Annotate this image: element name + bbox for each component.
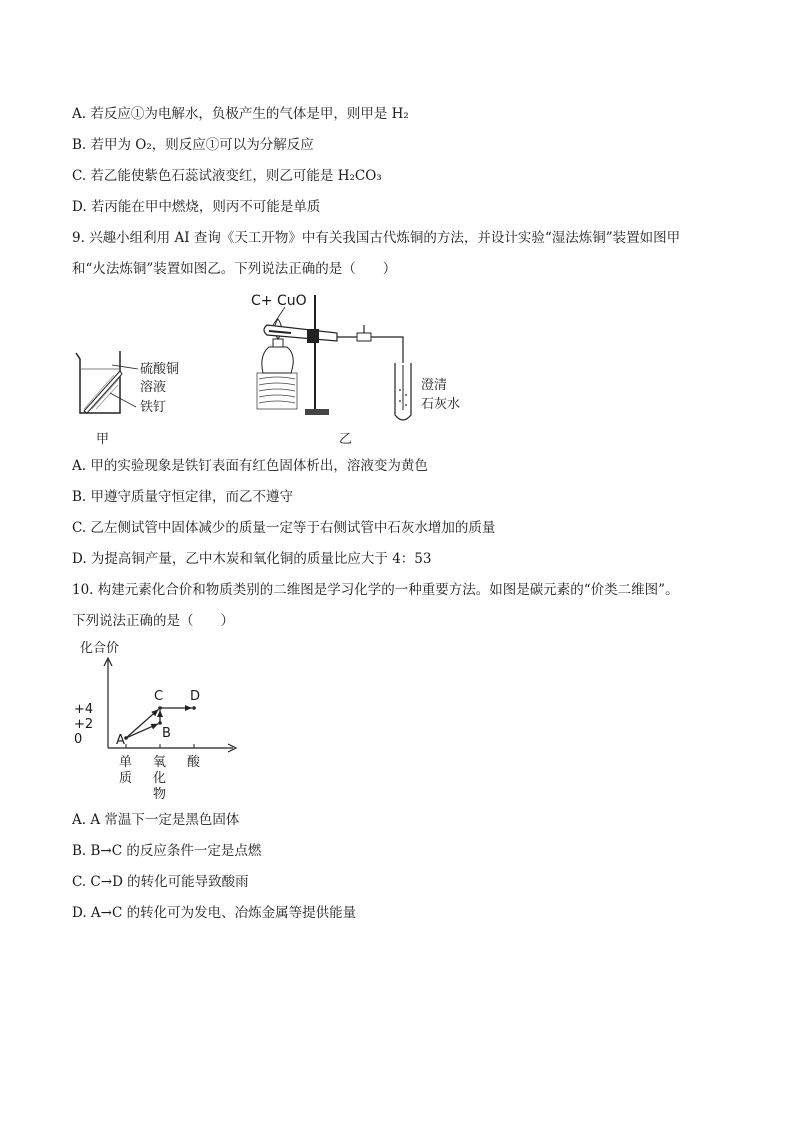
label-nail: 铁钉 (140, 400, 167, 415)
point-label-D: D (190, 689, 201, 704)
stand-base (305, 409, 329, 415)
y-tick-label: 0 (74, 732, 83, 747)
q10-option-c: C. C→D 的转化可能导致酸雨 (72, 874, 249, 890)
q10-option-d: D. A→C 的转化可为发电、冶炼金属等提供能量 (72, 905, 357, 921)
q10-stem-line1: 10. 构建元素化合价和物质类别的二维图是学习化学的一种重要方法。如图是碳元素的“价类二维图”。 (72, 582, 679, 598)
wooden-block (257, 373, 297, 409)
tube-connector (357, 333, 371, 341)
arrowhead-C-D (185, 705, 192, 711)
point-C (158, 706, 162, 710)
label-lime-1: 澄清 (421, 378, 448, 393)
point-label-B: B (162, 726, 171, 741)
y-tick-label: +2 (74, 717, 94, 732)
y-tick-label: +4 (74, 702, 94, 717)
q9-option-a: A. 甲的实验现象是铁钉表面有红色固体析出，溶液变为黄色 (72, 458, 428, 474)
x-tick-label: 物 (153, 787, 167, 802)
iron-nail (84, 371, 122, 413)
q8-option-a: A. 若反应①为电解水，负极产生的气体是甲，则甲是 H₂ (72, 106, 409, 122)
q9-stem-line1: 9. 兴趣小组利用 AI 查询《天工开物》中有关我国古代炼铜的方法，并设计实验“湿法炼铜”装置如图甲 (72, 230, 681, 246)
q9-option-b: B. 甲遵守质量守恒定律，而乙不遵守 (72, 489, 294, 505)
arrowhead-B-C (157, 710, 163, 717)
q8-option-b: B. 若甲为 O₂，则反应①可以为分解反应 (72, 137, 314, 153)
q9-option-d: D. 为提高铜产量，乙中木炭和氧化铜的质量比应大于 4：53 (72, 551, 432, 567)
y-axis-title: 化合价 (80, 641, 120, 656)
label-solution-2: 溶液 (140, 380, 167, 395)
transform-arrows (126, 705, 192, 738)
y-ticks (74, 702, 93, 747)
label-solution-1: 硫酸铜 (140, 362, 180, 377)
q10-option-b: B. B→C 的反应条件一定是点燃 (72, 843, 262, 859)
figure-yi-apparatus (245, 285, 475, 450)
x-tick-label: 质 (119, 771, 133, 786)
clamp (307, 329, 319, 343)
q8-option-c: C. 若乙能使紫色石蕊试液变红，则乙可能是 H₂CO₃ (72, 168, 382, 184)
q10-valence-chart (68, 636, 248, 806)
x-ticks (119, 744, 201, 802)
q8-option-d: D. 若丙能在甲中燃烧，则丙不可能是单质 (72, 199, 321, 215)
x-tick-label: 化 (153, 771, 167, 786)
caption-jia: 甲 (96, 432, 110, 447)
x-tick-label: 单 (119, 755, 133, 770)
q9-option-c: C. 乙左侧试管中固体减少的质量一定等于右侧试管中石灰水增加的质量 (72, 520, 496, 536)
point-label-C: C (154, 689, 164, 704)
point-B (158, 721, 162, 725)
x-tick-label: 酸 (187, 755, 201, 770)
label-reactants: C+ CuO (251, 293, 307, 309)
solution-pointer (112, 365, 138, 369)
q9-stem-line2: 和“火法炼铜”装置如图乙。下列说法正确的是（ ） (72, 261, 397, 277)
nail-pointer (110, 393, 136, 407)
x-tick-label: 氧 (153, 755, 167, 770)
q10-stem-line2: 下列说法正确的是（ ） (72, 613, 234, 629)
chart-points (116, 689, 200, 748)
figure-jia-beaker (70, 345, 200, 450)
label-lime-2: 石灰水 (421, 397, 461, 412)
point-label-A: A (116, 733, 125, 748)
point-D (192, 706, 196, 710)
caption-yi: 乙 (339, 432, 353, 447)
q10-option-a: A. A 常温下一定是黑色固体 (72, 812, 240, 828)
